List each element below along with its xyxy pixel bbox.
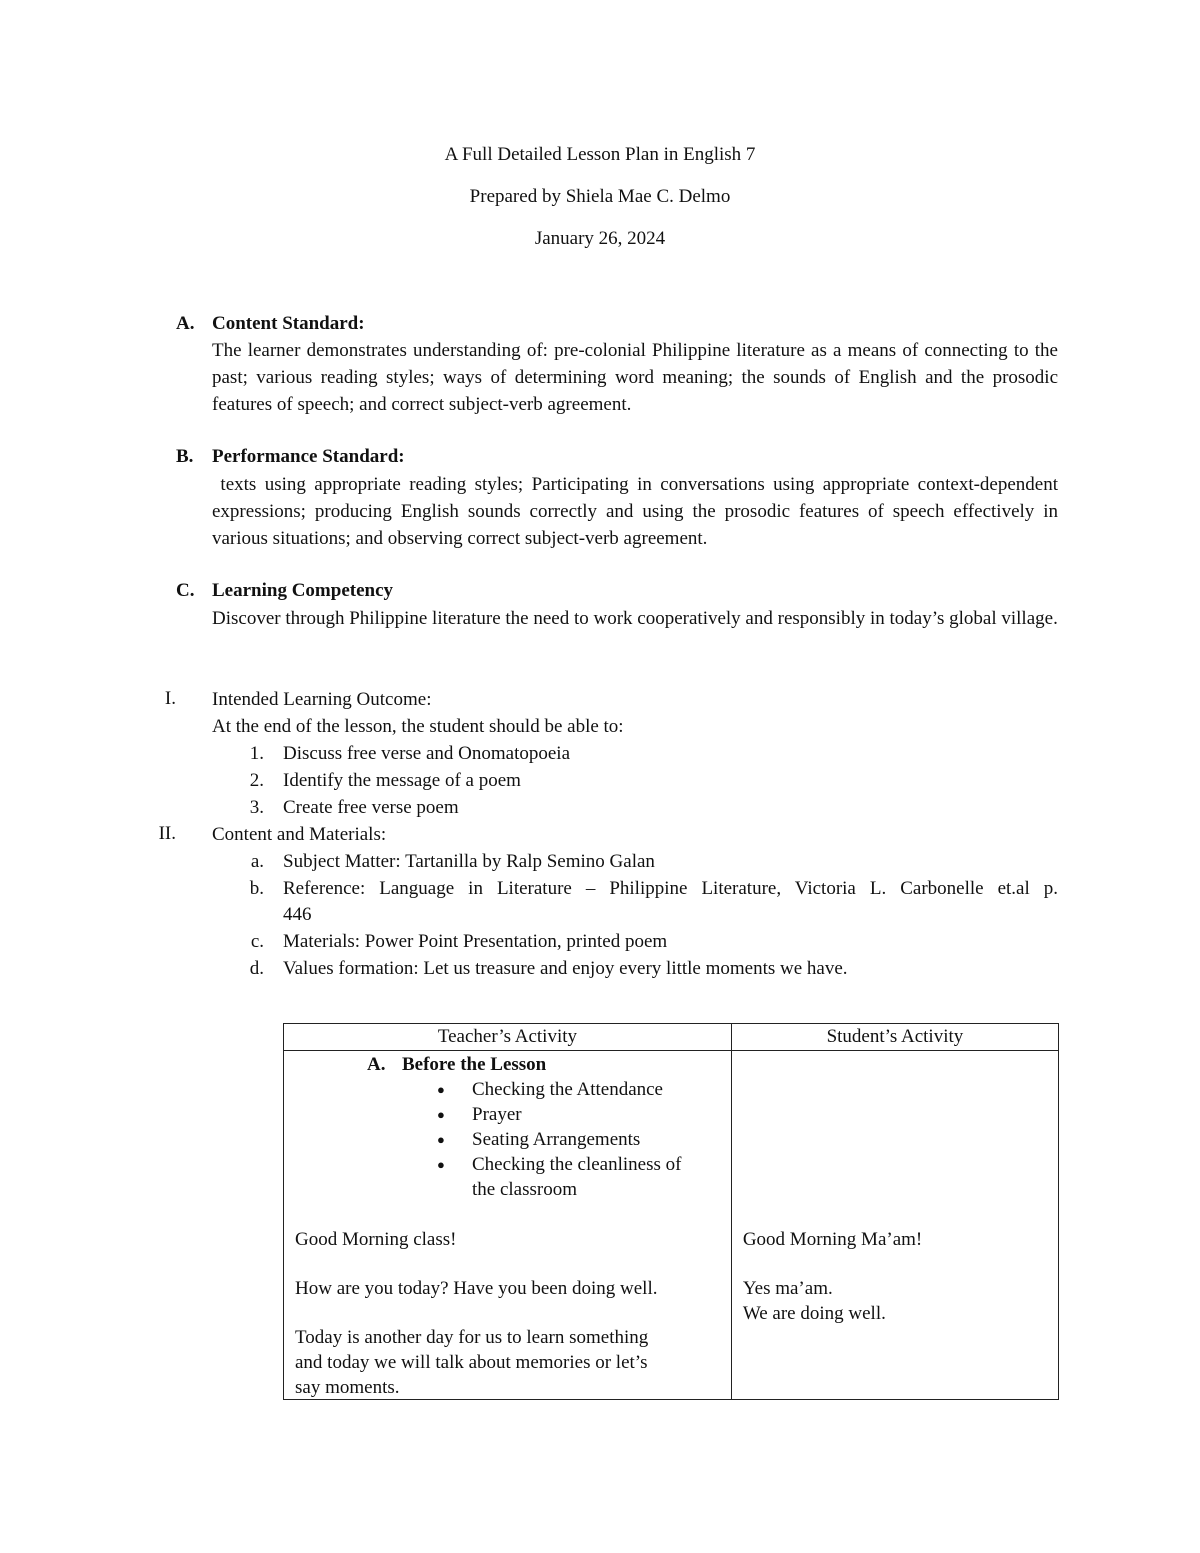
prepared-by: Prepared by Shiela Mae C. Delmo xyxy=(469,186,731,207)
material-item: Reference: Language in Literature – Philippine Literature, Victoria L. Carbonelle et.al p. xyxy=(283,878,1058,899)
student-activity-header: Student’s Activity xyxy=(731,1024,1058,1051)
material-item: Subject Matter: Tartanilla by Ralp Semino Galan xyxy=(283,851,655,872)
before-lesson-item: Seating Arrangements xyxy=(472,1129,641,1150)
before-lesson-item: Checking the cleanliness of xyxy=(472,1154,682,1175)
outcome-marker: 1. xyxy=(249,743,264,764)
material-marker: c. xyxy=(250,931,264,952)
before-lesson-item-continuation: the classroom xyxy=(472,1179,578,1200)
teacher-line: How are you today? Have you been doing well. xyxy=(295,1278,658,1299)
material-item: Values formation: Let us treasure and enjoy every little moments we have. xyxy=(283,958,848,979)
materials-numeral: II. xyxy=(158,823,176,844)
bullet-icon: ● xyxy=(437,1132,445,1147)
material-marker: a. xyxy=(250,851,264,872)
section-c-letter: C. xyxy=(176,580,195,601)
outcome-item: Discuss free verse and Onomatopoeia xyxy=(283,743,571,764)
teacher-line: Today is another day for us to learn something xyxy=(295,1327,649,1348)
student-activity-cell xyxy=(731,1051,1058,1400)
student-line: Good Morning Ma’am! xyxy=(742,1229,923,1250)
outcome-item: Create free verse poem xyxy=(283,797,459,818)
material-item: Materials: Power Point Presentation, printed poem xyxy=(283,931,668,952)
before-lesson-marker: A. xyxy=(367,1054,386,1075)
section-b-title: Performance Standard: xyxy=(212,446,405,467)
section-b-letter: B. xyxy=(176,446,194,467)
before-lesson-title: Before the Lesson xyxy=(402,1054,547,1075)
teacher-line: and today we will talk about memories or let’s xyxy=(295,1352,648,1373)
material-marker: d. xyxy=(249,958,264,979)
teacher-line: say moments. xyxy=(295,1377,400,1398)
material-item-continuation: 446 xyxy=(283,904,312,925)
bullet-icon: ● xyxy=(437,1157,445,1172)
teacher-line: Good Morning class! xyxy=(295,1229,457,1250)
section-a-text: The learner demonstrates understanding of: pre-colonial Philippine literature as a means of connecting to the past; various reading styles; ways of determining word meaning; the sounds of English and the prosodic features of speech; and correct subject-verb agreement. xyxy=(212,340,1058,415)
bullet-icon: ● xyxy=(437,1107,445,1122)
material-marker: b. xyxy=(249,878,264,899)
document-title: A Full Detailed Lesson Plan in English 7 xyxy=(444,144,756,165)
student-line: Yes ma’am. xyxy=(742,1278,833,1299)
section-c-text: Discover through Philippine literature the need to work cooperatively and responsibly in today’s global village. xyxy=(212,608,1058,629)
outcome-marker: 2. xyxy=(249,770,264,791)
outcome-marker: 3. xyxy=(249,797,264,818)
bullet-icon: ● xyxy=(437,1082,445,1097)
teacher-activity-header: Teacher’s Activity xyxy=(284,1024,732,1051)
before-lesson-item: Checking the Attendance xyxy=(472,1079,663,1100)
section-b-text: texts using appropriate reading styles; Participating in conversations using appropriate context-dependent expressions; producing English sounds correctly and using the prosodic features of speech effectively in various situations; and observing correct subject-verb agreement. xyxy=(212,474,1063,549)
section-c-title: Learning Competency xyxy=(212,580,394,601)
outcomes-title: Intended Learning Outcome: xyxy=(212,689,432,710)
activity-table xyxy=(283,1023,1059,1400)
student-line: We are doing well. xyxy=(742,1303,886,1324)
document-date: January 26, 2024 xyxy=(534,228,666,249)
outcomes-intro: At the end of the lesson, the student should be able to: xyxy=(212,716,624,737)
before-lesson-item: Prayer xyxy=(472,1104,522,1125)
section-a-letter: A. xyxy=(176,313,195,334)
outcomes-numeral: I. xyxy=(164,688,176,709)
materials-title: Content and Materials: xyxy=(212,824,387,845)
section-a-title: Content Standard: xyxy=(212,313,365,334)
teacher-activity-cell xyxy=(284,1051,732,1400)
outcome-item: Identify the message of a poem xyxy=(283,770,521,791)
